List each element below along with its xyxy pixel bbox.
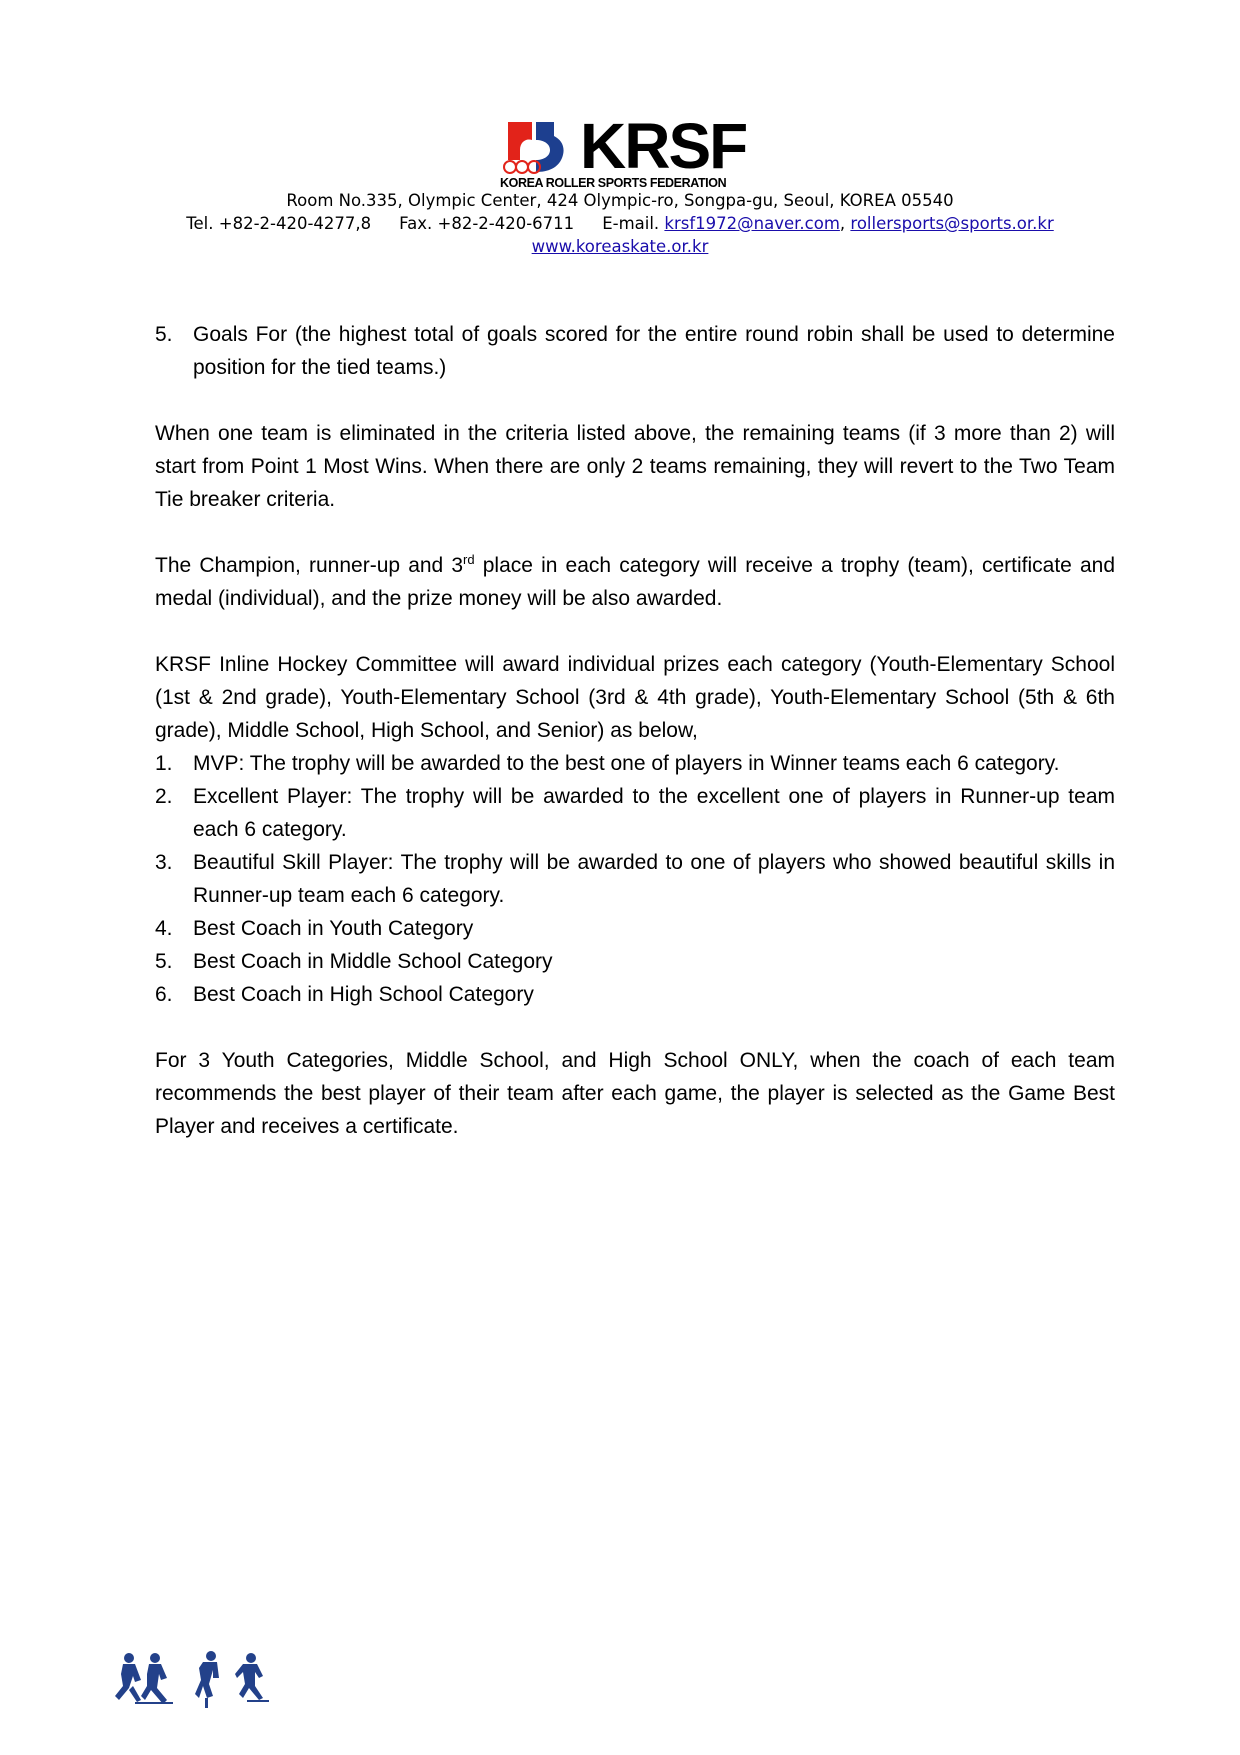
list-number: 4. [155,917,173,940]
document-body [155,318,1115,1143]
list-text: Best Coach in Middle School Category [193,950,553,973]
logo-brand-text: KRSF [580,110,747,182]
list-text: Best Coach in Youth Category [193,917,474,940]
tel-number: Tel. +82-2-420-4277,8 [186,214,372,233]
logo-subtitle: KOREA ROLLER SPORTS FEDERATION [500,176,727,190]
list-text: Best Coach in High School Category [193,983,534,1006]
individual-prizes-paragraph: KRSF Inline Hockey Committee will award individual prizes each category (Youth-Elementary School (1st & 2nd grade), Youth-Elementary School (3rd & 4th grade), Youth-Elementary School (5th & 6th grade), Middle School, High School, and Senior) as below, [155,653,1115,742]
krsf-logo [500,110,747,190]
award-item [155,747,1115,780]
address-line: Room No.335, Olympic Center, 424 Olympic-ro, Songpa-gu, Seoul, KOREA 05540 [286,191,954,210]
email-label: E-mail. [602,214,660,233]
list-text: MVP: The trophy will be awarded to the best one of players in Winner teams each 6 category. [193,752,1060,775]
fax-number: Fax. +82-2-420-6711 [399,214,575,233]
list-text: Excellent Player: The trophy will be awarded to the excellent one of players in Runner-up team each 6 category. [193,785,1115,841]
website-line [0,236,1240,258]
award-item [155,846,1115,912]
criteria-item-5 [155,318,1115,384]
list-text: Goals For (the highest total of goals scored for the entire round robin shall be used to determine position for the tied teams.) [193,323,1115,379]
game-best-player-paragraph: For 3 Youth Categories, Middle School, and High School ONLY, when the coach of each team recommends the best player of their team after each game, the player is selected as the Game Best Player and receives a certificate. [155,1049,1115,1138]
tie-breaker-paragraph: When one team is eliminated in the criteria listed above, the remaining teams (if 3 more than 2) will start from Point 1 Most Wins. When there are only 2 teams remaining, they will revert to the Two Team Tie breaker criteria. [155,422,1115,511]
award-item [155,978,1115,1011]
hockey-players-silhouette-icon [115,1650,285,1710]
awards-text-b: place in each category will receive a trophy (team), certificate and medal (individual), and the prize money will be also awarded. [155,554,1115,610]
list-number: 6. [155,983,173,1006]
list-number: 1. [155,752,173,775]
email-separator: , [839,214,846,233]
award-item [155,945,1115,978]
ordinal-suffix: rd [463,552,475,567]
awards-text-a: The Champion, runner-up and 3 [155,554,464,577]
krsf-skate-logo-icon [500,120,580,176]
list-number: 5. [155,950,173,973]
list-number: 2. [155,785,173,808]
list-number: 3. [155,851,173,874]
website-link[interactable]: www.koreaskate.or.kr [531,237,709,256]
list-text: Beautiful Skill Player: The trophy will be awarded to one of players who showed beautiful skills in Runner-up team each 6 category. [193,851,1115,907]
email-link-primary[interactable]: krsf1972@naver.com [664,214,840,233]
awards-paragraph [155,549,1115,615]
award-item [155,912,1115,945]
list-number: 5. [155,323,173,346]
email-link-secondary[interactable]: rollersports@sports.or.kr [850,214,1054,233]
award-item [155,780,1115,846]
contact-line [0,213,1240,235]
